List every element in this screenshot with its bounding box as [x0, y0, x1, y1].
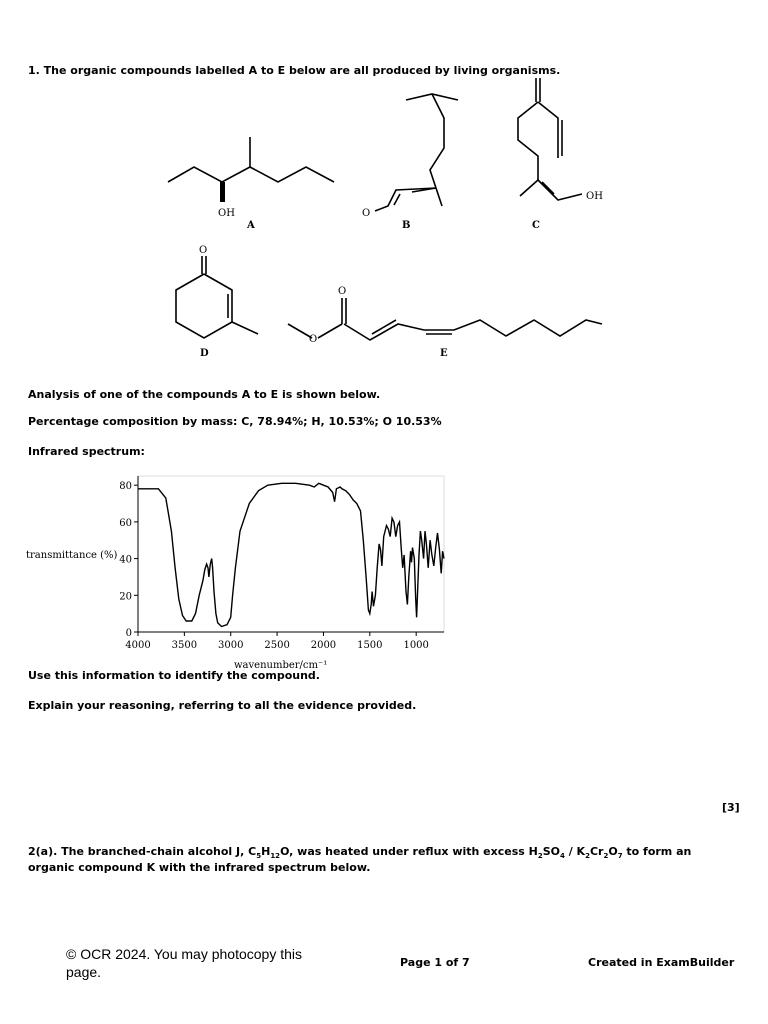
structure-c	[518, 78, 603, 231]
instruction-explain: Explain your reasoning, referring to all the evidence provided.	[28, 699, 417, 712]
x-tick-label: 3500	[171, 640, 198, 651]
label-a: A	[247, 220, 255, 231]
x-tick-label: 2500	[264, 640, 290, 651]
ir-heading: Infrared spectrum:	[28, 445, 145, 458]
composition-text: Percentage composition by mass: C, 78.94%; H, 10.53%; O 10.53%	[28, 415, 442, 428]
plot-frame	[138, 476, 444, 632]
analysis-text: Analysis of one of the compounds A to E is shown below.	[28, 388, 381, 401]
footer-created: Created in ExamBuilder	[588, 956, 735, 969]
copyright-line-1: © OCR 2024. You may photocopy this	[66, 946, 303, 962]
label-o-d: O	[199, 245, 208, 256]
structure-a	[168, 137, 334, 231]
structure-b	[362, 94, 458, 231]
structure-d	[176, 245, 258, 359]
question-2a-line-2: organic compound K with the infrared spectrum below.	[28, 861, 371, 874]
skeletal-structures-figure	[150, 78, 610, 368]
x-axis-label: wavenumber/cm⁻¹	[234, 660, 328, 671]
y-tick-label: 60	[119, 517, 132, 529]
label-oh-c: OH	[586, 191, 603, 202]
x-tick-label: 3000	[218, 640, 244, 651]
x-tick-label: 1500	[357, 640, 383, 651]
label-o-e-ester: O	[309, 334, 318, 345]
question-2a-line-1: 2(a). The branched-chain alcohol J, $C_5H_{12}O$, was heated under reflux with excess $H_2SO_4 / K_2Cr_2O_7$ to form an	[28, 845, 692, 861]
footer-copyright	[66, 945, 302, 981]
label-d: D	[200, 348, 209, 359]
label-b: B	[402, 220, 411, 231]
y-tick-label: 20	[119, 591, 132, 603]
ir-spectrum-chart	[20, 468, 460, 674]
y-axis-label: transmittance (%)	[26, 550, 118, 561]
question-1-intro: 1. The organic compounds labelled A to E below are all produced by living organisms.	[28, 64, 561, 77]
copyright-line-2: page.	[66, 964, 102, 980]
structure-e	[288, 286, 602, 359]
label-o-b: O	[362, 208, 371, 219]
axis-ticks	[119, 476, 444, 651]
footer-page-number: Page 1 of 7	[400, 956, 470, 969]
y-tick-label: 0	[125, 628, 132, 639]
label-e: E	[440, 348, 448, 359]
x-tick-label: 4000	[125, 640, 151, 651]
x-tick-label: 2000	[310, 640, 337, 651]
label-oh-a: OH	[218, 208, 235, 219]
y-tick-label: 80	[119, 481, 132, 493]
y-tick-label: 40	[119, 554, 132, 566]
ir-series-line	[138, 483, 444, 626]
marks-q1: [3]	[722, 801, 740, 814]
x-tick-label: 1000	[403, 640, 429, 651]
instruction-identify: Use this information to identify the compound.	[28, 669, 320, 682]
label-c: C	[532, 220, 540, 231]
label-o-e: O	[338, 286, 347, 297]
